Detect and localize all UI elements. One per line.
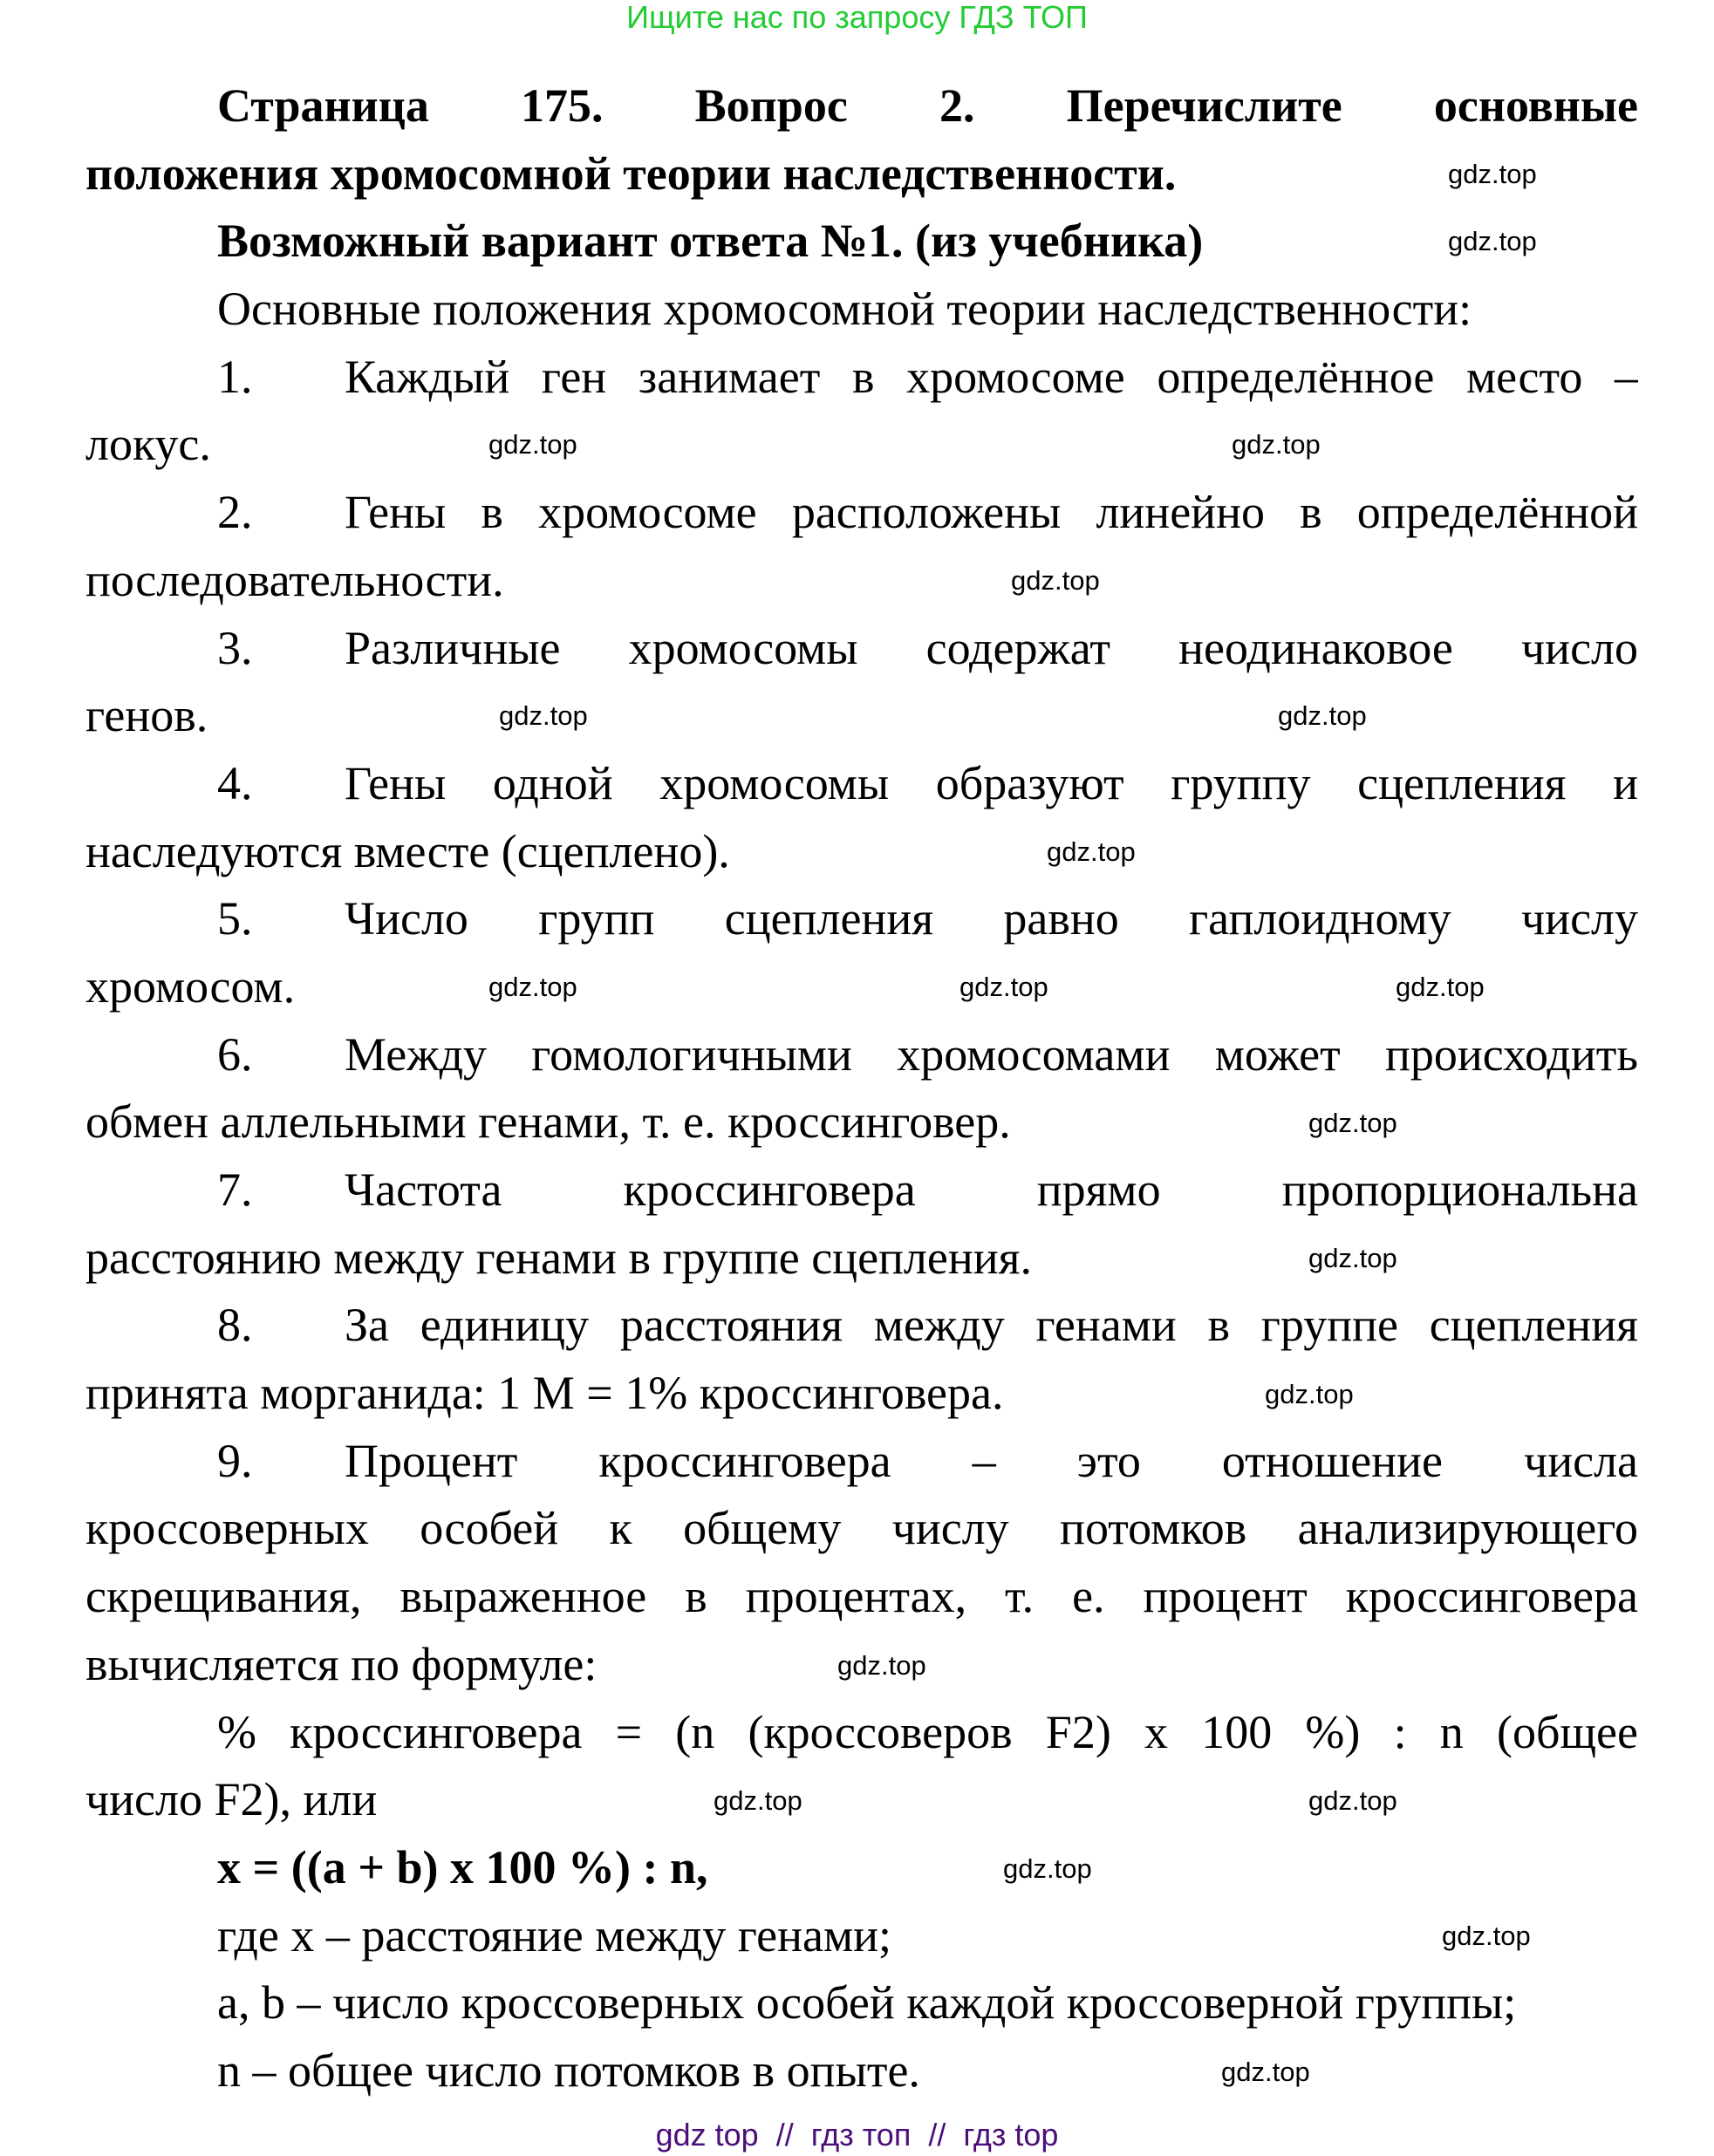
list-item (85, 1156, 1638, 1292)
item-text: Гены в хромосоме расположены линейно в определённой (345, 486, 1638, 539)
list-item (85, 615, 1638, 750)
watermark: gdz.top (1448, 159, 1537, 189)
page-title-line-1 (85, 72, 1638, 140)
watermark: gdz.top (1442, 1921, 1531, 1951)
watermark: gdz.top (959, 972, 1048, 1002)
title-word: Перечислите (1066, 79, 1342, 132)
watermark: gdz.top (1308, 1108, 1397, 1138)
item-number: 3. (217, 621, 253, 674)
watermark: gdz.top (1047, 836, 1136, 867)
title-page-number: Страница 175. Вопрос 2. (217, 79, 975, 132)
item-text-continued: скрещивания, выраженное в процентах, т. е. процент кроссинговера (85, 1570, 1638, 1623)
item-number: 6. (217, 1027, 253, 1081)
search-banner[interactable]: Ищите нас по запросу ГДЗ ТОП (626, 0, 1088, 35)
item-text: Число групп сцепления равно гаплоидному числу (345, 892, 1638, 945)
item-number: 9. (217, 1434, 253, 1487)
watermark: gdz.top (1308, 1785, 1397, 1816)
item-text-continued: последовательности. (85, 553, 504, 606)
item-text: Частота кроссинговера прямо пропорциональна (345, 1163, 1638, 1216)
watermark: gdz.top (499, 700, 588, 731)
item-text: Гены одной хромосомы образуют группу сцепления и (345, 756, 1638, 809)
formula-where-3: n – общее число потомков в опыте. (217, 2043, 920, 2097)
page-title-line-2: положения хромосомной теории наследственности. (85, 147, 1177, 200)
watermark: gdz.top (1278, 700, 1367, 731)
item-number: 1. (217, 350, 253, 403)
list-item (85, 479, 1638, 614)
item-text-continued: кроссоверных особей к общему числу потомков анализирующего (85, 1502, 1638, 1555)
item-number: 7. (217, 1163, 253, 1216)
watermark: gdz.top (1221, 2057, 1310, 2087)
item-number: 5. (217, 892, 253, 945)
watermark: gdz.top (837, 1650, 926, 1681)
footer-links[interactable]: gdz top // гдз топ // гдз top (655, 2117, 1059, 2153)
formula-where-1: где x – расстояние между генами; (217, 1908, 892, 1962)
watermark: gdz.top (1308, 1243, 1397, 1273)
document-body (85, 72, 1638, 2105)
item-text-continued: хромосом. (85, 959, 296, 1013)
formula-line-1: % кроссинговера = (n (кроссоверов F2) x 100 %) : n (общее (217, 1705, 1638, 1758)
list-item (85, 344, 1638, 479)
watermark: gdz.top (1011, 565, 1100, 596)
list-item (85, 1292, 1638, 1427)
item-text: Различные хромосомы содержат неодинаковое число (345, 621, 1638, 674)
item-text-continued: принята морганида: 1 М = 1% кроссинговера. (85, 1367, 1004, 1420)
watermark: gdz.top (1448, 226, 1537, 256)
item-text: Каждый ген занимает в хромосоме определённое место – (345, 350, 1638, 403)
list-item (85, 1021, 1638, 1156)
answer-heading: Возможный вариант ответа №1. (из учебника) (217, 215, 1204, 268)
item-text: За единицу расстояния между генами в группе сцепления (345, 1299, 1638, 1352)
item-text-continued: вычисляется по формуле: (85, 1637, 598, 1690)
item-number: 4. (217, 756, 253, 809)
formula-line-2: число F2), или (85, 1773, 378, 1826)
item-text-continued: локус. (85, 418, 211, 471)
list-item (85, 750, 1638, 885)
watermark: gdz.top (488, 429, 577, 460)
item-text-continued: наследуются вместе (сцеплено). (85, 824, 730, 877)
item-text-continued: обмен аллельными генами, т. е. кроссинговер. (85, 1095, 1011, 1149)
watermark: gdz.top (1265, 1379, 1354, 1409)
item-text-continued: генов. (85, 689, 208, 742)
item-text: Процент кроссинговера – это отношение числа (345, 1434, 1638, 1487)
item-number: 2. (217, 486, 253, 539)
item-text: Между гомологичными хромосомами может происходить (345, 1027, 1638, 1081)
watermark: gdz.top (488, 972, 577, 1002)
formula-where-2: a, b – число кроссоверных особей каждой кроссоверной группы; (217, 1976, 1517, 2030)
item-number: 8. (217, 1299, 253, 1352)
watermark: gdz.top (714, 1785, 802, 1816)
formula-bold: x = ((a + b) x 100 %) : n, (217, 1840, 708, 1893)
title-word: основные (1433, 79, 1638, 132)
watermark: gdz.top (1003, 1853, 1092, 1884)
watermark: gdz.top (1232, 429, 1321, 460)
list (85, 344, 1638, 1699)
watermark: gdz.top (1396, 972, 1485, 1002)
intro-text: Основные положения хромосомной теории наследственности: (217, 283, 1472, 336)
item-text-continued: расстоянию между генами в группе сцепления. (85, 1231, 1032, 1284)
